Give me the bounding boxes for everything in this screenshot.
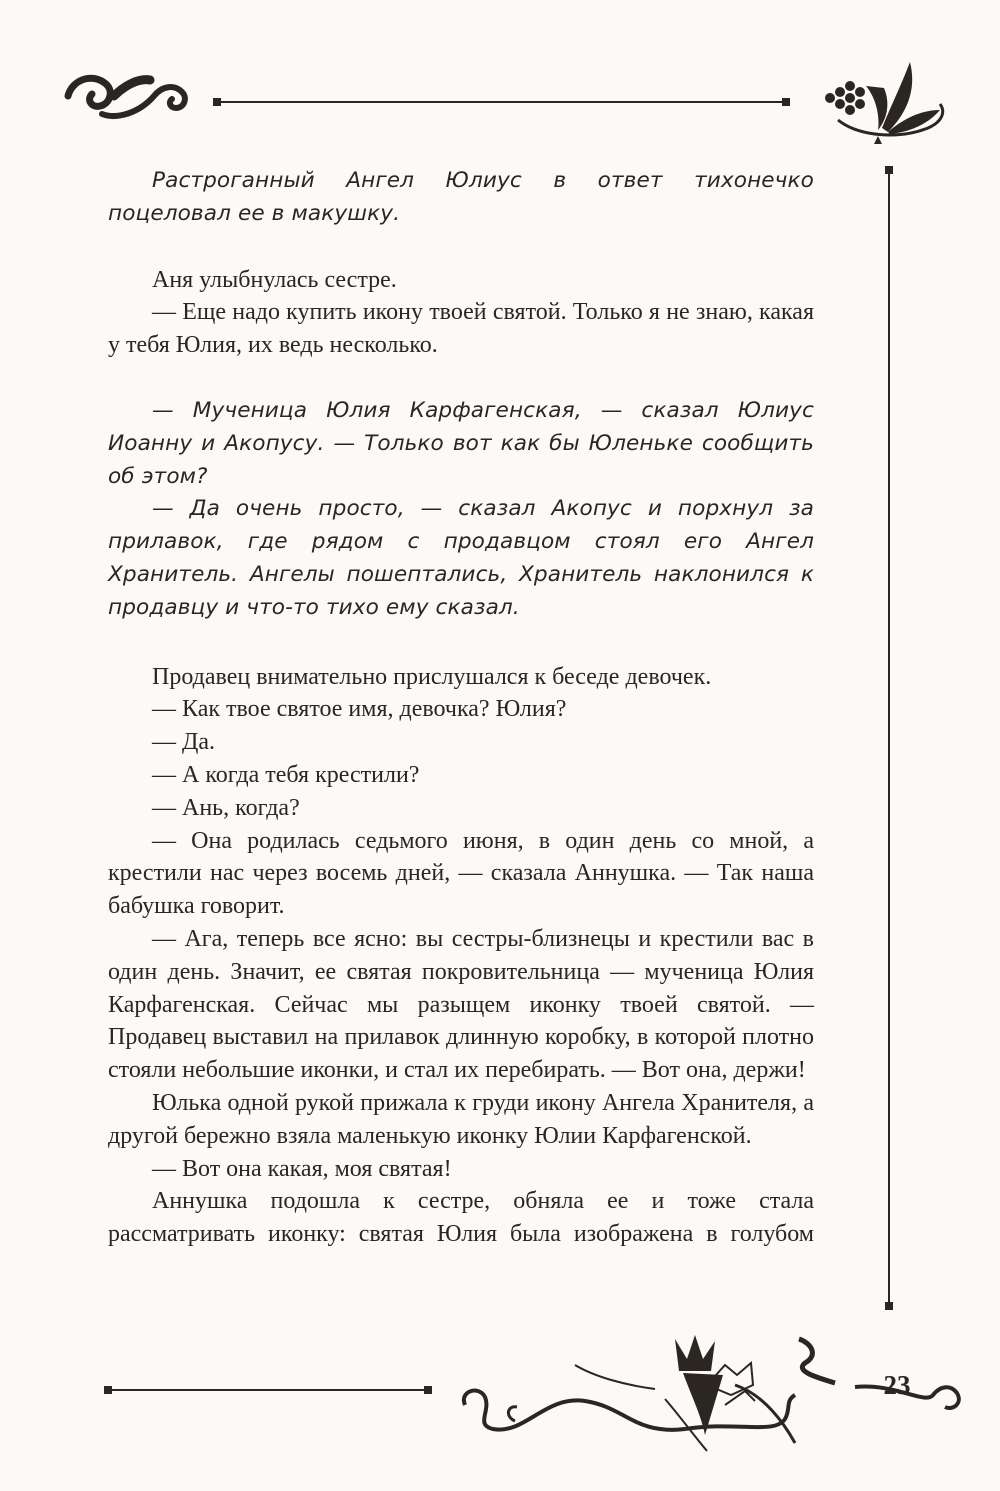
berry-leaf-ornament-icon [818,58,948,148]
rule-end-dot [424,1386,432,1394]
body-text [108,165,814,1251]
bottom-rule [110,1389,426,1391]
right-rule [888,170,890,1306]
paragraph: — А когда тебя крестили? [152,761,420,788]
paragraph: Растроганный Ангел Юлиус в ответ тихонечко поцеловал ее в макушку. [108,168,814,226]
rule-end-dot [782,98,790,106]
top-rule [218,101,786,103]
paragraph: — Как твое святое имя, девочка? Юлия? [152,696,567,723]
swirl-ornament-icon [62,66,192,126]
paragraph: Юлька одной рукой прижала к груди икону Ангела Хранителя, а другой бережно взяла маленькую иконку Юлии Карфагенской. [108,1089,814,1149]
paragraph: — Мученица Юлия Карфагенская, — сказал Юлиус Иоанну и Акопусу. — Только вот как бы Юленьке сообщить об этом? [108,397,814,489]
paragraph: — Она родилась седьмого июня, в один день со мной, а крестили нас через восемь дней, — сказала Аннушка. — Так наша бабушка говорит. [108,827,814,920]
page-number: 23 [883,1370,911,1400]
paragraph: Аннушка подошла к сестре, обняла ее и тоже стала рассматривать иконку: святая Юлия была изображена в голубом [108,1188,814,1248]
paragraph: — Вот она какая, моя святая! [152,1155,452,1182]
paragraph: — Да очень просто, — сказал Акопус и порхнул за прилавок, где рядом с продавцом стоял его Ангел Хранитель. Ангелы пошептались, Хранитель наклонился к продавцу и что-то тихо ему сказал. [108,496,814,620]
rule-end-dot [885,1302,893,1310]
paragraph: Аня улыбнулась сестре. [152,266,397,293]
paragraph: — Еще надо купить икону твоей святой. Только я не знаю, какая у тебя Юлия, их ведь несколько. [108,299,814,359]
paragraph: — Ань, когда? [152,794,300,821]
paragraph: — Да. [152,729,216,756]
paragraph: — Ага, теперь все ясно: вы сестры-близнецы и крестили вас в один день. Значит, ее святая покровительница — мученица Юлия Карфагенская. Сейчас мы разыщем иконку твоей святой. — Продавец выставил на прилавок длинную коробку, в которой плотно стояли небольшие иконки, и стал их перебирать. — Вот она, держи! [108,925,814,1084]
paragraph: Продавец внимательно прислушался к беседе девочек. [152,663,712,690]
